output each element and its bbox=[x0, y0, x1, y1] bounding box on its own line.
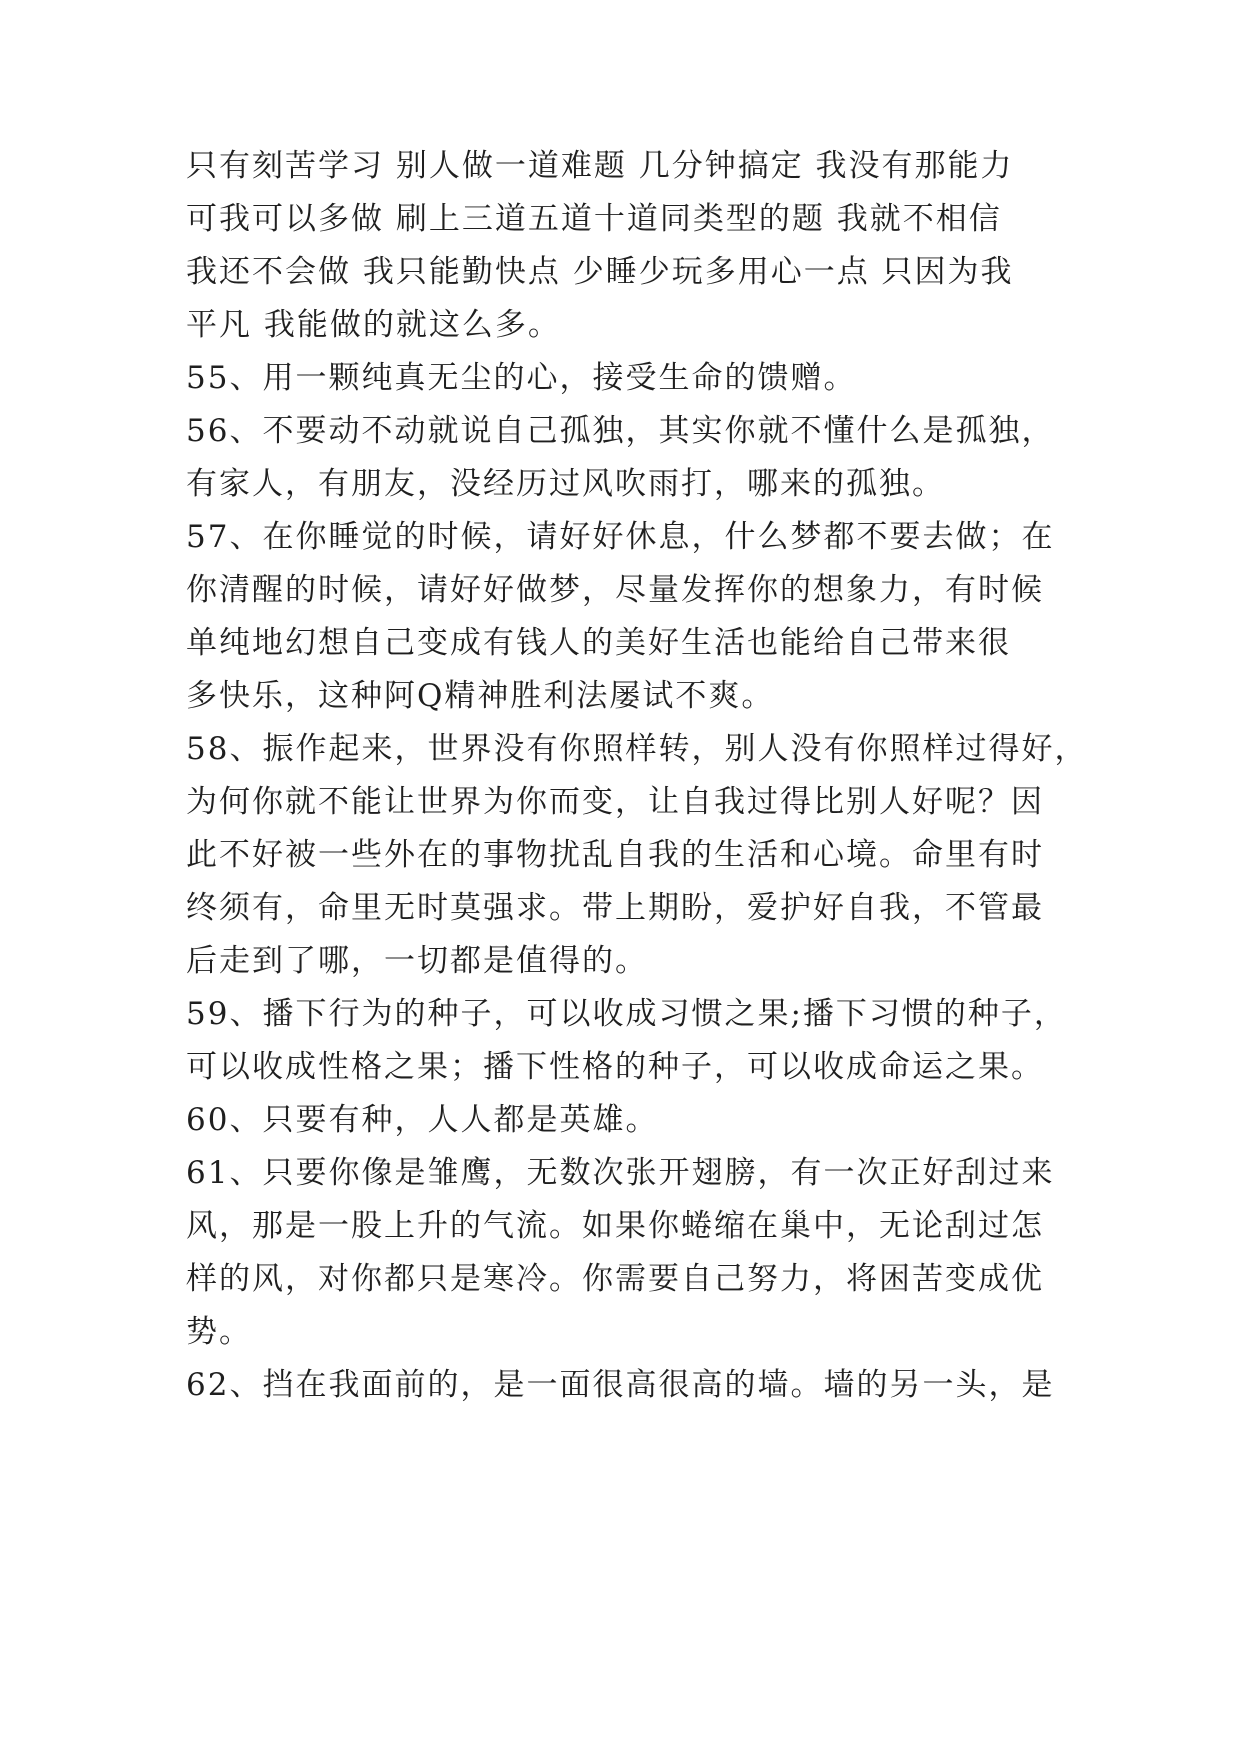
text-line: 你清醒的时候，请好好做梦，尽量发挥你的想象力，有时候 bbox=[186, 572, 1044, 608]
text-line: 57、在你睡觉的时候，请好好休息，什么梦都不要去做；在 bbox=[186, 519, 1055, 555]
text-line: 终须有，命里无时莫强求。带上期盼，爱护好自我，不管最 bbox=[186, 890, 1044, 926]
text-line: 62、挡在我面前的，是一面很高很高的墙。墙的另一头，是 bbox=[186, 1367, 1055, 1403]
text-line: 后走到了哪，一切都是值得的。 bbox=[186, 943, 648, 979]
text-line: 势。 bbox=[186, 1314, 252, 1350]
text-line: 只有刻苦学习 别人做一道难题 几分钟搞定 我没有那能力 bbox=[186, 148, 1014, 184]
text-line: 单纯地幻想自己变成有钱人的美好生活也能给自己带来很 bbox=[186, 625, 1011, 661]
text-line: 61、只要你像是雏鹰，无数次张开翅膀，有一次正好刮过来 bbox=[186, 1155, 1055, 1191]
text-line: 可以收成性格之果；播下性格的种子，可以收成命运之果。 bbox=[186, 1049, 1044, 1085]
text-line: 可我可以多做 刷上三道五道十道同类型的题 我就不相信 bbox=[186, 201, 1002, 237]
text-line: 58、振作起来，世界没有你照样转，别人没有你照样过得好， bbox=[186, 731, 1088, 767]
text-line: 我还不会做 我只能勤快点 少睡少玩多用心一点 只因为我 bbox=[186, 254, 1014, 290]
text-line: 有家人，有朋友，没经历过风吹雨打，哪来的孤独。 bbox=[186, 466, 945, 502]
text-line: 56、不要动不动就说自己孤独，其实你就不懂什么是孤独， bbox=[186, 413, 1055, 449]
text-line: 为何你就不能让世界为你而变，让自我过得比别人好呢？因 bbox=[186, 784, 1044, 820]
text-line: 55、用一颗纯真无尘的心，接受生命的馈赠。 bbox=[186, 360, 857, 396]
text-line: 多快乐，这种阿Q精神胜利法屡试不爽。 bbox=[186, 678, 775, 714]
text-line: 风，那是一股上升的气流。如果你蜷缩在巢中，无论刮过怎 bbox=[186, 1208, 1044, 1244]
text-line: 此不好被一些外在的事物扰乱自我的生活和心境。命里有时 bbox=[186, 837, 1044, 873]
text-line: 60、只要有种，人人都是英雄。 bbox=[186, 1102, 659, 1138]
text-line: 59、播下行为的种子，可以收成习惯之果;播下习惯的种子， bbox=[186, 996, 1067, 1032]
text-line: 平凡 我能做的就这么多。 bbox=[186, 307, 561, 343]
text-line: 样的风，对你都只是寒冷。你需要自己努力，将困苦变成优 bbox=[186, 1261, 1044, 1297]
